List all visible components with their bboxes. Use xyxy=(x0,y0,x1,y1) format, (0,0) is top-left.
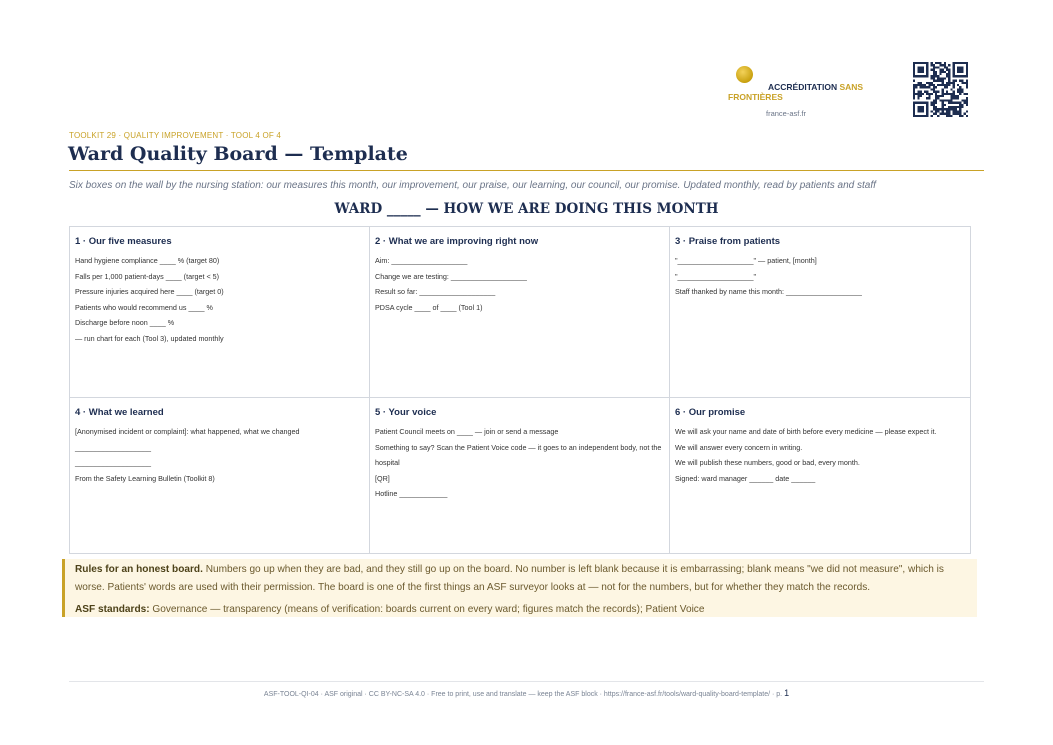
box-line: "___________________" — patient, [month] xyxy=(675,256,817,265)
box-title: 4 · What we learned xyxy=(75,407,164,418)
box-improving xyxy=(370,227,670,398)
brand-name-part3: FRONTIÈRES xyxy=(728,92,783,102)
title-rule xyxy=(69,170,984,171)
rules-callout xyxy=(62,559,977,617)
box-title: 2 · What we are improving right now xyxy=(375,236,539,247)
box-line: Something to say? Scan the Patient Voice code — it goes to an independent body, not the hospital xyxy=(375,442,662,467)
box-line: Signed: ward manager ______ date ______ xyxy=(675,473,816,483)
page-title: Ward Quality Board — Template xyxy=(68,143,408,165)
footer-rule xyxy=(69,681,984,682)
rules-paragraph xyxy=(75,561,967,597)
board-grid xyxy=(69,226,971,554)
footer xyxy=(69,688,984,698)
box-line: Result so far: ___________________ xyxy=(375,287,496,296)
standards-paragraph xyxy=(75,601,967,619)
brand-url[interactable]: france-asf.fr xyxy=(766,109,807,118)
ward-banner: WARD _____ — HOW WE ARE DOING THIS MONTH xyxy=(334,201,719,217)
box-line: We will answer every concern in writing. xyxy=(675,442,803,452)
box-line: Discharge before noon ____ % xyxy=(75,318,175,327)
footer-text: ASF-TOOL-QI-04 · ASF original · CC BY-NC-SA 4.0 · Free to print, use and translate — keep the ASF block · https://france-asf.fr/tools/ward-quality-board-template/ · p. xyxy=(263,691,783,698)
box-praise xyxy=(670,227,971,398)
box-title: 5 · Your voice xyxy=(375,407,437,418)
box-line: Pressure injuries acquired here ____ (target 0) xyxy=(75,287,224,296)
box-line: "___________________" xyxy=(675,271,757,281)
page-subtitle: Six boxes on the wall by the nursing station: our measures this month, our improvement, our praise, our learning, our council, our promise. Updated monthly, read by patients and staff xyxy=(69,180,876,191)
box-voice xyxy=(370,398,670,554)
box-line: Hand hygiene compliance ____ % (target 80) xyxy=(75,256,220,265)
brand-name-part2: SANS xyxy=(839,82,864,92)
qr-code-icon xyxy=(913,62,968,117)
box-line: [QR] xyxy=(375,473,390,483)
rules-label: Rules for an honest board. xyxy=(75,564,203,575)
brand-name xyxy=(728,82,888,102)
box-line: Change we are testing: ___________________ xyxy=(375,271,527,281)
box-line: ___________________ xyxy=(75,458,151,467)
box-title: 1 · Our five measures xyxy=(75,236,172,247)
box-line: [Anonymised incident or complaint]: what happened, what we changed xyxy=(75,427,300,436)
rules-text: Numbers go up when they are bad, and they still go up on the board. No number is left blank because it is embarrassing; blank means "we did not measure", which is worse. Patients' words are used with their permission. The board is one of the first things an ASF surveyor looks at — not for the numbers, but for whether they match the records. xyxy=(75,564,944,593)
box-line: We will ask your name and date of birth before every medicine — please expect it. xyxy=(675,427,937,436)
box-line: Hotline ____________ xyxy=(375,489,448,498)
standards-text: Governance — transparency (means of verification: boards current on every ward; figures match the records); Patient Voice xyxy=(152,604,705,615)
toolkit-kicker: TOOLKIT 29 · QUALITY IMPROVEMENT · TOOL 4 OF 4 xyxy=(69,131,282,140)
asf-logo-icon xyxy=(736,66,753,83)
box-line: Staff thanked by name this month: ___________________ xyxy=(675,287,862,296)
box-title: 3 · Praise from patients xyxy=(675,236,781,247)
box-line: From the Safety Learning Bulletin (Toolkit 8) xyxy=(75,473,215,483)
box-promise xyxy=(670,398,971,554)
box-line: Falls per 1,000 patient-days ____ (target < 5) xyxy=(75,271,220,281)
box-learned xyxy=(70,398,370,554)
box-line: PDSA cycle ____ of ____ (Tool 1) xyxy=(375,302,483,312)
box-title: 6 · Our promise xyxy=(675,407,746,418)
box-line: Patient Council meets on ____ — join or send a message xyxy=(375,427,559,436)
box-line: Aim: ___________________ xyxy=(375,256,468,265)
box-line: — run chart for each (Tool 3), updated monthly xyxy=(75,333,224,343)
box-line: ___________________ xyxy=(75,442,151,452)
standards-label: ASF standards: xyxy=(75,604,150,615)
page-number: 1 xyxy=(784,688,790,698)
brand-name-part1: ACCRÉDITATION xyxy=(768,82,838,92)
box-line: Patients who would recommend us ____ % xyxy=(75,302,213,312)
box-measures xyxy=(70,227,370,398)
box-line: We will publish these numbers, good or bad, every month. xyxy=(675,458,860,467)
